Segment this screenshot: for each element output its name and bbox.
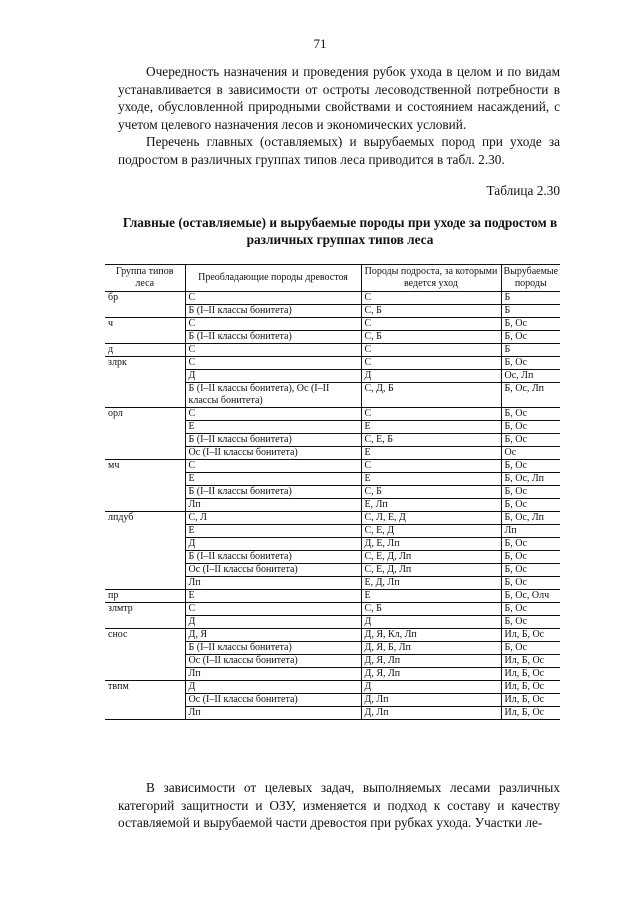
table-number: Таблица 2.30 (486, 183, 560, 198)
group-name-cell-empty (105, 383, 185, 408)
group-name-cell: злмтр (105, 603, 185, 616)
group-name-cell: лпдуб (105, 512, 185, 525)
undergrowth-species-cell: Д, Я, Лп (361, 655, 501, 668)
undergrowth-species-cell: Е (361, 447, 501, 460)
dominant-species-cell: Ос (I–II классы бонитета) (185, 447, 361, 460)
undergrowth-species-cell: С, Б (361, 603, 501, 616)
removed-species-cell: Б (501, 344, 560, 357)
dominant-species-cell: Д (185, 370, 361, 383)
table-row (105, 421, 560, 434)
undergrowth-species-cell: Д (361, 616, 501, 629)
removed-species-cell: Ил, Б, Ос (501, 655, 560, 668)
undergrowth-species-cell: Д, Лп (361, 707, 501, 720)
dominant-species-cell: Лп (185, 499, 361, 512)
dominant-species-cell: Е (185, 525, 361, 538)
undergrowth-species-cell: С, Д, Б (361, 383, 501, 408)
undergrowth-species-cell: Д, Я, Б, Лп (361, 642, 501, 655)
table-row (105, 499, 560, 512)
dominant-species-cell: С (185, 344, 361, 357)
group-name-cell-empty (105, 551, 185, 564)
table-row (105, 473, 560, 486)
removed-species-cell: Б, Ос (501, 642, 560, 655)
page-number: 71 (313, 36, 327, 51)
undergrowth-species-cell: Е (361, 473, 501, 486)
table-row (105, 318, 560, 331)
table-row (105, 538, 560, 551)
table-row (105, 434, 560, 447)
group-name-cell-empty (105, 447, 185, 460)
table-row (105, 344, 560, 357)
removed-species-cell: Ос, Лп (501, 370, 560, 383)
dominant-species-cell: Е (185, 421, 361, 434)
table-row (105, 460, 560, 473)
group-name-cell-empty (105, 694, 185, 707)
removed-species-cell: Б, Ос (501, 538, 560, 551)
removed-species-cell: Ил, Б, Ос (501, 707, 560, 720)
table-row (105, 383, 560, 408)
dominant-species-cell: Лп (185, 577, 361, 590)
undergrowth-species-cell: С, Б (361, 486, 501, 499)
dominant-species-cell: Ос (I–II классы бонитета) (185, 655, 361, 668)
undergrowth-species-cell: Е (361, 590, 501, 603)
group-name-cell-empty (105, 642, 185, 655)
table-row (105, 681, 560, 694)
group-name-cell: мч (105, 460, 185, 473)
undergrowth-species-cell: Д (361, 681, 501, 694)
dominant-species-cell: Б (I–II классы бонитета) (185, 486, 361, 499)
undergrowth-species-cell: С, Б (361, 305, 501, 318)
undergrowth-species-cell: С, Е, Д (361, 525, 501, 538)
table-row (105, 486, 560, 499)
removed-species-cell: Б, Ос (501, 486, 560, 499)
undergrowth-species-cell: Е, Д, Лп (361, 577, 501, 590)
removed-species-cell: Ил, Б, Ос (501, 681, 560, 694)
group-name-cell: злрк (105, 357, 185, 370)
group-name-cell-empty (105, 707, 185, 720)
dominant-species-cell: Б (I–II классы бонитета) (185, 331, 361, 344)
group-name-cell-empty (105, 577, 185, 590)
undergrowth-species-cell: С, Б (361, 331, 501, 344)
removed-species-cell: Б, Ос (501, 460, 560, 473)
undergrowth-species-cell: С, Л, Е, Д (361, 512, 501, 525)
table-row (105, 603, 560, 616)
table-row (105, 331, 560, 344)
group-name-cell-empty (105, 486, 185, 499)
undergrowth-species-cell: Е (361, 421, 501, 434)
table-row (105, 551, 560, 564)
dominant-species-cell: Б (I–II классы бонитета) (185, 551, 361, 564)
removed-species-cell: Б, Ос (501, 564, 560, 577)
group-name-cell: д (105, 344, 185, 357)
dominant-species-cell: Лп (185, 668, 361, 681)
removed-species-cell: Б, Ос, Лп (501, 473, 560, 486)
removed-species-cell: Б (501, 305, 560, 318)
removed-species-cell: Б, Ос (501, 577, 560, 590)
table-row (105, 447, 560, 460)
removed-species-cell: Лп (501, 525, 560, 538)
group-name-cell-empty (105, 370, 185, 383)
undergrowth-species-cell: С (361, 460, 501, 473)
table-row (105, 629, 560, 642)
table-row (105, 590, 560, 603)
removed-species-cell: Б, Ос (501, 603, 560, 616)
dominant-species-cell: Ос (I–II классы бонитета) (185, 564, 361, 577)
dominant-species-cell: С (185, 603, 361, 616)
undergrowth-species-cell: С (361, 292, 501, 305)
undergrowth-species-cell: Д, Я, Лп (361, 668, 501, 681)
removed-species-cell: Б, Ос (501, 421, 560, 434)
dominant-species-cell: Е (185, 590, 361, 603)
dominant-species-cell: С, Л (185, 512, 361, 525)
removed-species-cell: Ил, Б, Ос (501, 629, 560, 642)
removed-species-cell: Б, Ос (501, 408, 560, 421)
table-row (105, 292, 560, 305)
header-dominant-species: Преобладающие породы древостоя (185, 265, 361, 292)
undergrowth-species-cell: Д, Я, Кл, Лп (361, 629, 501, 642)
group-name-cell: ч (105, 318, 185, 331)
dominant-species-cell: Лп (185, 707, 361, 720)
table-row (105, 357, 560, 370)
closing-paragraph: В зависимости от целевых задач, выполняемых лесами различных категорий защитности и ОЗУ, изменяется и подход к составу и качеству оставляемой и вырубаемой части древостоя при рубках ухода. Участки ле- (118, 780, 560, 830)
undergrowth-species-cell: С, Е, Д, Лп (361, 564, 501, 577)
table-row (105, 616, 560, 629)
table-title: Главные (оставляемые) и вырубаемые породы при уходе за подростом в различных группах типов леса (122, 215, 558, 247)
table-row (105, 305, 560, 318)
dominant-species-cell: Д, Я (185, 629, 361, 642)
group-name-cell-empty (105, 434, 185, 447)
undergrowth-species-cell: С (361, 318, 501, 331)
group-name-cell: снос (105, 629, 185, 642)
group-name-cell: бр (105, 292, 185, 305)
dominant-species-cell: Д (185, 538, 361, 551)
dominant-species-cell: С (185, 460, 361, 473)
dominant-species-cell: Е (185, 473, 361, 486)
removed-species-cell: Б, Ос (501, 616, 560, 629)
dominant-species-cell: С (185, 408, 361, 421)
removed-species-cell: Б, Ос (501, 357, 560, 370)
undergrowth-species-cell: Д, Е, Лп (361, 538, 501, 551)
table-row (105, 694, 560, 707)
header-removed-species: Вырубаемые породы (501, 265, 560, 292)
table-row (105, 525, 560, 538)
removed-species-cell: Ос (501, 447, 560, 460)
species-table-container (105, 264, 560, 720)
table-row (105, 655, 560, 668)
dominant-species-cell: Д (185, 616, 361, 629)
removed-species-cell: Б, Ос (501, 434, 560, 447)
dominant-species-cell: С (185, 292, 361, 305)
undergrowth-species-cell: С, Е, Д, Лп (361, 551, 501, 564)
group-name-cell-empty (105, 616, 185, 629)
table-row (105, 512, 560, 525)
removed-species-cell: Б, Ос (501, 318, 560, 331)
dominant-species-cell: Б (I–II классы бонитета) (185, 434, 361, 447)
group-name-cell-empty (105, 305, 185, 318)
dominant-species-cell: С (185, 357, 361, 370)
header-undergrowth-species: Породы подроста, за которыми ведется уход (361, 265, 501, 292)
table-row (105, 577, 560, 590)
removed-species-cell: Б, Ос, Лп (501, 383, 560, 408)
intro-paragraph-2: Перечень главных (оставляемых) и вырубаемых пород при уходе за подростом в различных группах типов леса приводится в табл. 2.30. (118, 134, 560, 167)
group-name-cell-empty (105, 331, 185, 344)
removed-species-cell: Б, Ос (501, 499, 560, 512)
removed-species-cell: Ил, Б, Ос (501, 694, 560, 707)
group-name-cell-empty (105, 655, 185, 668)
removed-species-cell: Б, Ос (501, 331, 560, 344)
group-name-cell-empty (105, 473, 185, 486)
removed-species-cell: Б, Ос, Олч (501, 590, 560, 603)
header-forest-type-group: Группа типов леса (105, 265, 185, 292)
table-row (105, 707, 560, 720)
group-name-cell: твпм (105, 681, 185, 694)
species-table (105, 264, 560, 720)
dominant-species-cell: Д (185, 681, 361, 694)
group-name-cell-empty (105, 564, 185, 577)
group-name-cell: орл (105, 408, 185, 421)
group-name-cell-empty (105, 538, 185, 551)
dominant-species-cell: Б (I–II классы бонитета) (185, 642, 361, 655)
group-name-cell: пр (105, 590, 185, 603)
undergrowth-species-cell: Д, Лп (361, 694, 501, 707)
table-row (105, 370, 560, 383)
removed-species-cell: Б, Ос (501, 551, 560, 564)
table-row (105, 642, 560, 655)
group-name-cell-empty (105, 421, 185, 434)
dominant-species-cell: Ос (I–II классы бонитета) (185, 694, 361, 707)
undergrowth-species-cell: Е, Лп (361, 499, 501, 512)
dominant-species-cell: Б (I–II классы бонитета), Ос (I–II классы бонитета) (185, 383, 361, 408)
table-row (105, 408, 560, 421)
undergrowth-species-cell: Д (361, 370, 501, 383)
table-row (105, 564, 560, 577)
dominant-species-cell: Б (I–II классы бонитета) (185, 305, 361, 318)
undergrowth-species-cell: С (361, 357, 501, 370)
group-name-cell-empty (105, 499, 185, 512)
intro-paragraph-1: Очередность назначения и проведения рубок ухода в целом и по видам устанавливается в зависимости от остроты лесоводственной потребности в уходе, обусловленной природными свойствами и состоянием насаждений, с учетом целевого назначения лесов и экономических условий. (118, 64, 560, 132)
removed-species-cell: Б (501, 292, 560, 305)
dominant-species-cell: С (185, 318, 361, 331)
group-name-cell-empty (105, 668, 185, 681)
undergrowth-species-cell: С (361, 344, 501, 357)
group-name-cell-empty (105, 525, 185, 538)
undergrowth-species-cell: С (361, 408, 501, 421)
removed-species-cell: Ил, Б, Ос (501, 668, 560, 681)
table-row (105, 668, 560, 681)
removed-species-cell: Б, Ос, Лп (501, 512, 560, 525)
undergrowth-species-cell: С, Е, Б (361, 434, 501, 447)
